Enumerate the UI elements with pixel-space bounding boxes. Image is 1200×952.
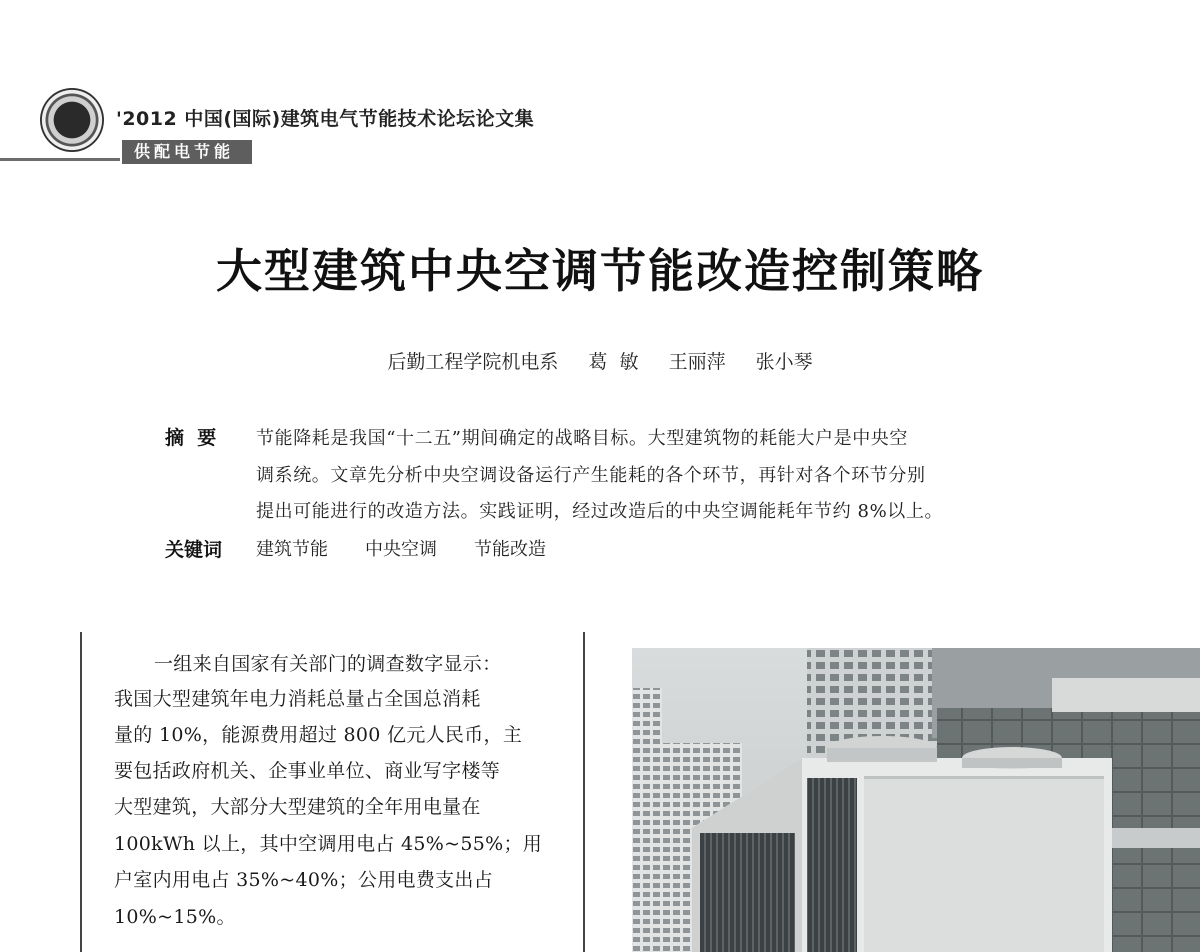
body-line: 100kWh 以上，其中空调用电占 45%~55%；用 (114, 833, 543, 855)
author-line (0, 347, 1200, 374)
abstract-label: 摘 要 (165, 427, 217, 449)
keyword: 节能改造 (474, 539, 546, 560)
column-rule-right (583, 632, 585, 952)
body-line: 要包括政府机关、企事业单位、商业写字楼等 (114, 760, 501, 782)
author-name: 张小琴 (755, 351, 813, 373)
keyword: 中央空调 (365, 539, 437, 560)
keywords-label: 关键词 (165, 539, 223, 561)
body-line: 户室内用电占 35%~40%；公用电费支出占 (114, 869, 494, 891)
column-rule-left (80, 632, 82, 952)
body-line: 10%~15%。 (114, 906, 236, 928)
author-name: 葛 敏 (588, 351, 639, 373)
body-line: 一组来自国家有关部门的调查数字显示： (154, 653, 502, 675)
rooftop-chiller-photo (632, 648, 1200, 952)
affiliation: 后勤工程学院机电系 (387, 351, 559, 373)
section-tag: 供配电节能 (122, 140, 252, 164)
body-line: 大型建筑，大部分大型建筑的全年用电量在 (114, 796, 481, 818)
abstract-line: 提出可能进行的改造方法。实践证明，经过改造后的中央空调能耗年节约 8%以上。 (256, 501, 944, 522)
author-name: 王丽萍 (668, 351, 726, 373)
proceedings-title: '2012 中国(国际)建筑电气节能技术论坛论文集 (116, 108, 535, 130)
abstract-line: 节能降耗是我国“十二五”期间确定的战略目标。大型建筑物的耗能大户是中央空 (256, 428, 909, 449)
paper-title: 大型建筑中央空调节能改造控制策略 (216, 244, 984, 298)
journal-seal-logo (40, 88, 104, 152)
photo-drawing (632, 648, 1200, 952)
body-line: 量的 10%，能源费用超过 800 亿元人民币，主 (114, 724, 523, 746)
abstract-line: 调系统。文章先分析中央空调设备运行产生能耗的各个环节，再针对各个环节分别 (256, 465, 926, 486)
keyword: 建筑节能 (256, 539, 328, 560)
header-rule (0, 158, 120, 161)
body-line: 我国大型建筑年电力消耗总量占全国总消耗 (114, 688, 481, 710)
